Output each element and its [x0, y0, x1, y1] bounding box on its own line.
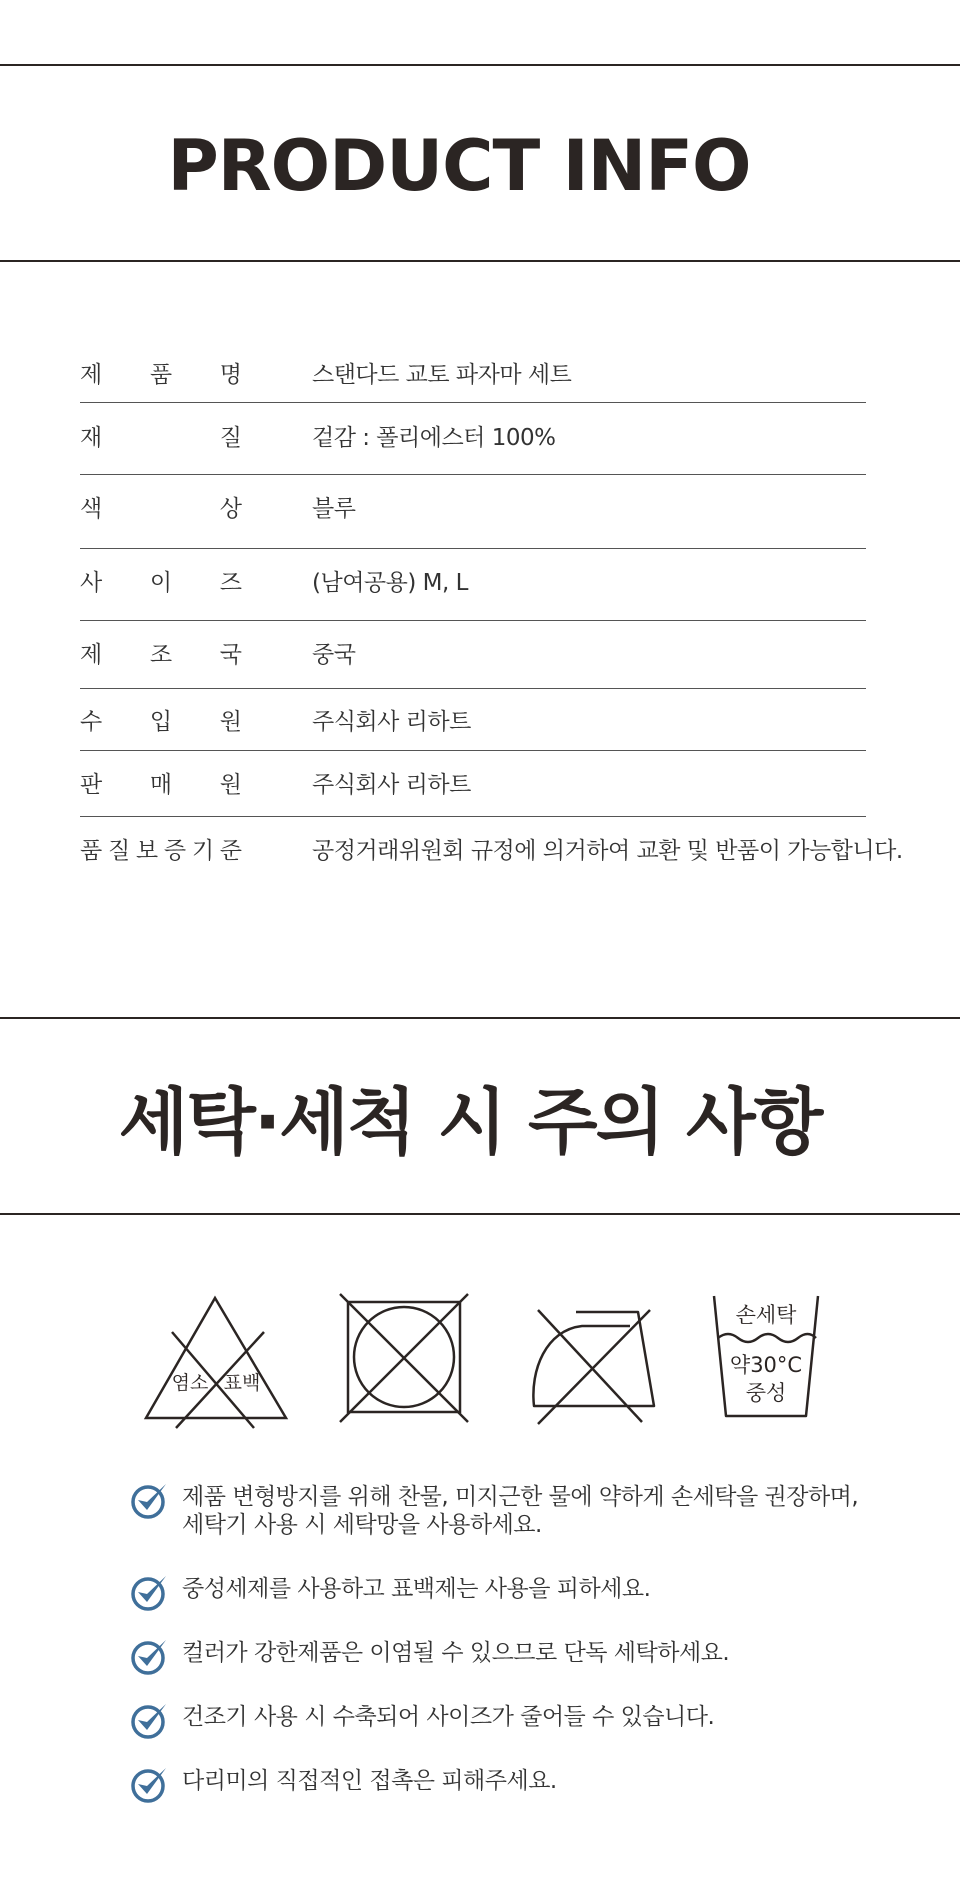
- spec-value: (남여공용) M, L: [312, 570, 468, 596]
- hand-wash-temp-text: 약30°C: [729, 1353, 803, 1377]
- hand-wash-bottom-text: 중성: [745, 1381, 787, 1405]
- spec-label: [80, 766, 242, 796]
- spec-label-char: 입: [149, 709, 173, 735]
- spec-label-char: 조: [149, 642, 173, 668]
- spec-value: 주식회사 리하트: [312, 772, 471, 798]
- spec-label-char: 상: [219, 496, 242, 522]
- page-title: PRODUCT INFO: [167, 125, 751, 207]
- no-tumble-dry-icon: [338, 1290, 474, 1426]
- spec-label: [80, 419, 242, 449]
- care-icons: [0, 1280, 960, 1430]
- spec-label-char: 판: [80, 772, 103, 798]
- care-note-text: 건조기 사용 시 수축되어 사이즈가 줄어들 수 있습니다.: [182, 1704, 715, 1730]
- spec-value: 겉감 : 폴리에스터 100%: [312, 425, 556, 451]
- bleach-label-left: 염소: [171, 1372, 209, 1394]
- spec-label-char: 원: [219, 709, 242, 735]
- spec-label: [80, 636, 242, 666]
- spec-label: [80, 356, 242, 386]
- spec-divider: [80, 402, 866, 403]
- spec-label-char: 재: [80, 425, 103, 451]
- spec-label-char: 준: [219, 838, 242, 864]
- title-bottom-divider: [0, 260, 960, 262]
- spec-label-char: 기: [191, 838, 215, 864]
- no-iron-icon: [526, 1290, 666, 1430]
- spec-label: [80, 490, 242, 520]
- spec-label-char: 품: [149, 362, 173, 388]
- spec-label-char: 이: [149, 570, 173, 596]
- care-bottom-divider: [0, 1213, 960, 1215]
- spec-label-char: 질: [107, 838, 131, 864]
- spec-label-char: 사: [80, 570, 103, 596]
- spec-label-char: 명: [219, 362, 242, 388]
- spec-divider: [80, 750, 866, 751]
- spec-divider: [80, 620, 866, 621]
- care-top-divider: [0, 1017, 960, 1019]
- spec-label-char: 매: [149, 772, 173, 798]
- spec-label: [80, 832, 242, 862]
- no-bleach-icon: [142, 1290, 292, 1430]
- spec-label: [80, 703, 242, 733]
- spec-label-char: 색: [80, 496, 103, 522]
- spec-label-char: 품: [80, 838, 103, 864]
- hand-wash-icon: [706, 1286, 830, 1426]
- care-title: 세탁·세척 시 주의 사항: [118, 1080, 822, 1164]
- spec-value: 공정거래위원회 규정에 의거하여 교환 및 반품이 가능합니다.: [312, 838, 903, 864]
- spec-label-char: 질: [219, 425, 242, 451]
- spec-divider: [80, 474, 866, 475]
- check-circle-icon: [130, 1572, 170, 1612]
- check-circle-icon: [130, 1636, 170, 1676]
- care-note-text: 중성세제를 사용하고 표백제는 사용을 피하세요.: [182, 1576, 651, 1602]
- spec-value: 스탠다드 교토 파자마 세트: [312, 362, 572, 388]
- hand-wash-top-text: 손세탁: [735, 1303, 797, 1327]
- spec-label-char: 즈: [219, 570, 242, 596]
- spec-label-char: 원: [219, 772, 242, 798]
- check-circle-icon: [130, 1764, 170, 1804]
- spec-divider: [80, 548, 866, 549]
- spec-value: 중국: [312, 642, 356, 668]
- spec-label-char: 보: [135, 838, 159, 864]
- check-circle-icon: [130, 1480, 170, 1520]
- check-circle-icon: [130, 1700, 170, 1740]
- care-note-text: 제품 변형방지를 위해 찬물, 미지근한 물에 약하게 손세탁을 권장하며, 세탁기 사용 시 세탁망을 사용하세요.: [182, 1484, 859, 1538]
- spec-value: 블루: [312, 496, 356, 522]
- spec-label-char: 수: [80, 709, 103, 735]
- spec-divider: [80, 688, 866, 689]
- top-divider: [0, 64, 960, 66]
- spec-label-char: 국: [219, 642, 242, 668]
- spec-label-char: 증: [163, 838, 187, 864]
- spec-value: 주식회사 리하트: [312, 709, 471, 735]
- bleach-label-right: 표백: [223, 1372, 261, 1394]
- spec-divider: [80, 816, 866, 817]
- spec-label-char: 제: [80, 362, 103, 388]
- spec-label-char: 제: [80, 642, 103, 668]
- care-note-text: 컬러가 강한제품은 이염될 수 있으므로 단독 세탁하세요.: [182, 1640, 730, 1666]
- spec-label: [80, 564, 242, 594]
- care-note-text: 다리미의 직접적인 접촉은 피해주세요.: [182, 1768, 557, 1794]
